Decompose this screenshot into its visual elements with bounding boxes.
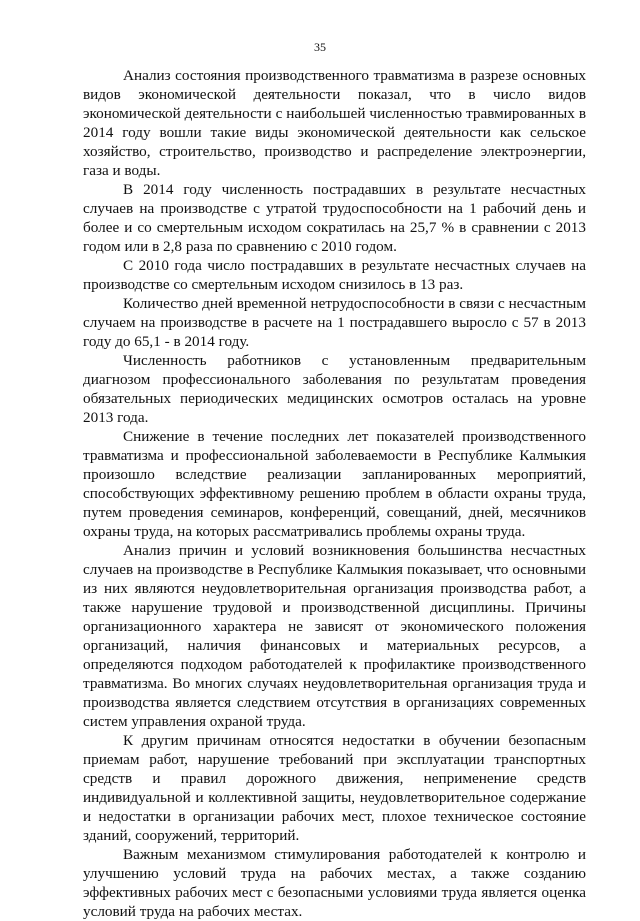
paragraph-victims-2014: В 2014 году численность пострадавших в результате несчастных случаев на производстве с утратой трудоспособности на 1 рабочий день и более и со смертельным исходом сократилась на 25,7 % в сравнении с 2013 годом или в 2,8 раза по сравнению с 2010 годом. [83,181,586,255]
paragraph-causes-analysis: Анализ причин и условий возникновения большинства несчастных случаев на производстве в Республике Калмыкия показывает, что основными из них являются неудовлетворительная организация производства работ, а также нарушение трудовой и производственной дисциплины. Причины организационного характера не зависят от экономического положения организаций, наличия финансовых и материальных ресурсов, а определяются подходом работодателей к профилактике производственного травматизма. Во многих случаях неудовлетворительная организация труда и производства является следствием отсутствия в организациях современных систем управления охраной труда. [83,542,586,730]
paragraph-reduction-measures: Снижение в течение последних лет показателей производственного травматизма и профессиональной заболеваемости в Республике Калмыкия произошло вследствие реализации запланированных мероприятий, способствующих эффективному решению проблем в области охраны труда, путем проведения семинаров, конференций, совещаний, дней, месячников охраны труда, на которых рассматривались проблемы охраны труда. [83,428,586,540]
paragraph-fatal-since-2010: С 2010 года число пострадавших в результате несчастных случаев на производстве со смертельным исходом снизилось в 13 раз. [83,257,586,293]
paragraph-other-causes: К другим причинам относятся недостатки в обучении безопасным приемам работ, нарушение требований при эксплуатации транспортных средств и правил дорожного движения, неприменение средств индивидуальной и коллективной защиты, неудовлетворительное содержание и недостатки в организации рабочих мест, плохое техническое состояние зданий, сооружений, территорий. [83,732,586,844]
paragraph-injury-analysis: Анализ состояния производственного травматизма в разрезе основных видов экономической деятельности показал, что в число видов экономической деятельности с наибольшей численностью травмированных в 2014 году вошли такие виды экономической деятельности как сельское хозяйство, строительство, производство и распределение электроэнергии, газа и воды. [83,67,586,179]
paragraph-disability-days: Количество дней временной нетрудоспособности в связи с несчастным случаем на производстве в расчете на 1 пострадавшего выросло с 57 в 2013 году до 65,1 - в 2014 году. [83,295,586,350]
paragraph-occupational-disease: Численность работников с установленным предварительным диагнозом профессионального заболевания по результатам проведения обязательных периодических медицинских осмотров осталась на уровне 2013 года. [83,352,586,426]
body-text [83,66,586,921]
paragraph-assessment-mechanism: Важным механизмом стимулирования работодателей к контролю и улучшению условий труда на рабочих местах, а также созданию эффективных рабочих мест с безопасными условиями труда является оценка условий труда на рабочих местах. [83,846,586,920]
page-number: 35 [314,40,326,54]
